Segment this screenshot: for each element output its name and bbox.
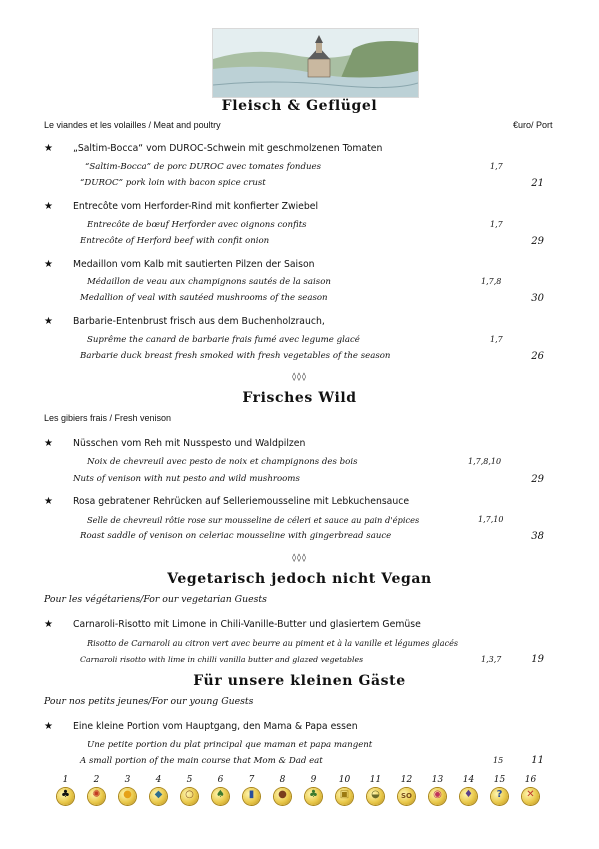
item-price: 26: [531, 351, 544, 362]
section-subtitle-game: Les gibiers frais / Fresh venison: [44, 413, 172, 423]
bullet-star: ★: [44, 143, 53, 154]
item-name-fr: Noix de chevreuil avec pesto de noix et champignons des bois: [87, 457, 358, 467]
item-name-de: Entrecôte vom Herforder-Rind mit konfierter Zwiebel: [73, 201, 319, 212]
item-name-en: A small portion of the main course that Mom & Dad eat: [80, 756, 323, 766]
item-price: 29: [531, 236, 544, 247]
allergen-codes: 1,7: [490, 220, 503, 229]
cross-icon: ✕: [522, 788, 539, 805]
soy-icon: ♠: [212, 788, 229, 805]
allergen-number: 13: [431, 775, 444, 785]
mustard-icon: ▣: [336, 788, 353, 805]
bullet-star: ★: [44, 619, 53, 630]
allergen-number: 9: [310, 775, 317, 785]
section-title-meat: Fleisch & Geflügel: [221, 98, 378, 114]
egg-icon: ●: [119, 788, 136, 805]
ornament-divider: ◊◊◊: [292, 553, 307, 562]
item-name-en: Nuts of venison with nut pesto and wild mushrooms: [73, 474, 300, 484]
bullet-star: ★: [44, 438, 53, 449]
item-name-fr: Risotto de Carnaroli au citron vert avec beurre au piment et à la vanille et légumes glacés: [87, 638, 459, 648]
allergen-number: 3: [124, 775, 131, 785]
fish-icon: ◆: [150, 788, 167, 805]
allergen-number: 10: [338, 775, 351, 785]
allergen-codes: 1,7: [490, 335, 503, 344]
item-price: 29: [531, 474, 544, 485]
item-name-fr: Une petite portion du plat principal que maman et papa mangent: [87, 740, 373, 750]
question-icon: ?: [491, 788, 508, 805]
lupin-icon: ◉: [429, 788, 446, 805]
section-title-kids: Für unsere kleinen Gäste: [193, 673, 406, 689]
allergen-number: 4: [155, 775, 162, 785]
ornament-divider: ◊◊◊: [292, 372, 307, 381]
allergen-codes: 1,7,10: [478, 515, 504, 524]
sesame-icon: ◒: [367, 788, 384, 805]
allergen-codes: 15: [493, 756, 504, 765]
bullet-star: ★: [44, 259, 53, 270]
bullet-star: ★: [44, 201, 53, 212]
item-name-fr: Suprême the canard de barbarie frais fumé avec legume glacé: [87, 335, 360, 345]
crab-icon: ✺: [88, 788, 105, 805]
bullet-star: ★: [44, 721, 53, 732]
item-name-de: Barbarie-Entenbrust frisch aus dem Buchenholzrauch,: [73, 316, 325, 327]
item-price: 19: [531, 654, 544, 665]
item-name-de: „Saltim-Bocca“ vom DUROC-Schwein mit geschmolzenen Tomaten: [73, 143, 383, 154]
allergen-number: 16: [524, 775, 537, 785]
bullet-star: ★: [44, 496, 53, 507]
item-price: 11: [531, 755, 544, 766]
allergen-number: 11: [369, 775, 382, 785]
item-name-fr: Entrecôte de bœuf Herforder avec oignons confits: [87, 220, 307, 230]
item-name-en: Carnaroli risotto with lime in chilli vanilla butter and glazed vegetables: [80, 655, 364, 664]
section-subtitle-meat: Le viandes et les volailles / Meat and poultry: [44, 120, 221, 130]
allergen-number: 8: [279, 775, 286, 785]
item-name-en: Medallion of veal with sautéed mushrooms of the season: [80, 293, 328, 303]
section-subtitle-vegetarian: Pour les végétariens/For our vegetarian Guests: [44, 594, 267, 605]
price-header: €uro/ Port: [513, 120, 553, 130]
section-title-game: Frisches Wild: [242, 390, 357, 406]
item-name-fr: “Saltim-Bocca” de porc DUROC avec tomates fondues: [85, 162, 321, 172]
allergen-codes: 1,7: [490, 162, 503, 171]
mollusc-icon: ♦: [460, 788, 477, 805]
item-price: 30: [531, 293, 544, 304]
bullet-star: ★: [44, 316, 53, 327]
item-price: 21: [531, 178, 544, 189]
allergen-number: 6: [217, 775, 224, 785]
rhine-castle-illustration: [213, 29, 418, 97]
item-name-en: Roast saddle of venison on celeriac mousseline with gingerbread sauce: [80, 531, 392, 541]
nut-icon: ●: [274, 788, 291, 805]
peanut-icon: ○: [181, 788, 198, 805]
item-name-de: Nüsschen vom Reh mit Nusspesto und Waldpilzen: [73, 438, 306, 449]
milk-icon: ▮: [243, 788, 260, 805]
header-painting: [212, 28, 419, 98]
allergen-number: 5: [186, 775, 193, 785]
allergen-number: 14: [462, 775, 475, 785]
section-subtitle-kids: Pour nos petits jeunes/For our young Guests: [44, 696, 254, 707]
wheat-icon: ♣: [57, 788, 74, 805]
item-name-fr: Selle de chevreuil rôtie rose sur mousseline de céleri et sauce au pain d'épices: [87, 515, 420, 525]
allergen-number: 7: [248, 775, 255, 785]
item-name-fr: Médaillon de veau aux champignons sautés de la saison: [87, 277, 331, 287]
celery-icon: ♣: [305, 788, 322, 805]
item-name-en: Entrecôte of Herford beef with confit onion: [80, 236, 270, 246]
item-name-en: “DUROC” pork loin with bacon spice crust: [80, 178, 266, 188]
item-name-de: Rosa gebratener Rehrücken auf Selleriemousseline mit Lebkuchensauce: [73, 496, 410, 507]
item-name-de: Medaillon vom Kalb mit sautierten Pilzen der Saison: [73, 259, 315, 270]
item-name-de: Eine kleine Portion vom Hauptgang, den Mama & Papa essen: [73, 721, 358, 732]
allergen-number: 1: [62, 775, 69, 785]
item-name-de: Carnaroli-Risotto mit Limone in Chili-Vanille-Butter und glasiertem Gemüse: [73, 619, 421, 630]
allergen-number: 12: [400, 775, 413, 785]
allergen-codes: 1,7,8: [481, 277, 502, 286]
allergen-codes: 1,7,8,10: [468, 457, 502, 466]
item-name-en: Barbarie duck breast fresh smoked with fresh vegetables of the season: [80, 351, 391, 361]
allergen-codes: 1,3,7: [481, 655, 502, 664]
item-price: 38: [531, 531, 544, 542]
sulphite-icon: SO: [398, 788, 415, 805]
allergen-number: 15: [493, 775, 506, 785]
section-title-vegetarian: Vegetarisch jedoch nicht Vegan: [167, 571, 432, 587]
allergen-number: 2: [93, 775, 100, 785]
